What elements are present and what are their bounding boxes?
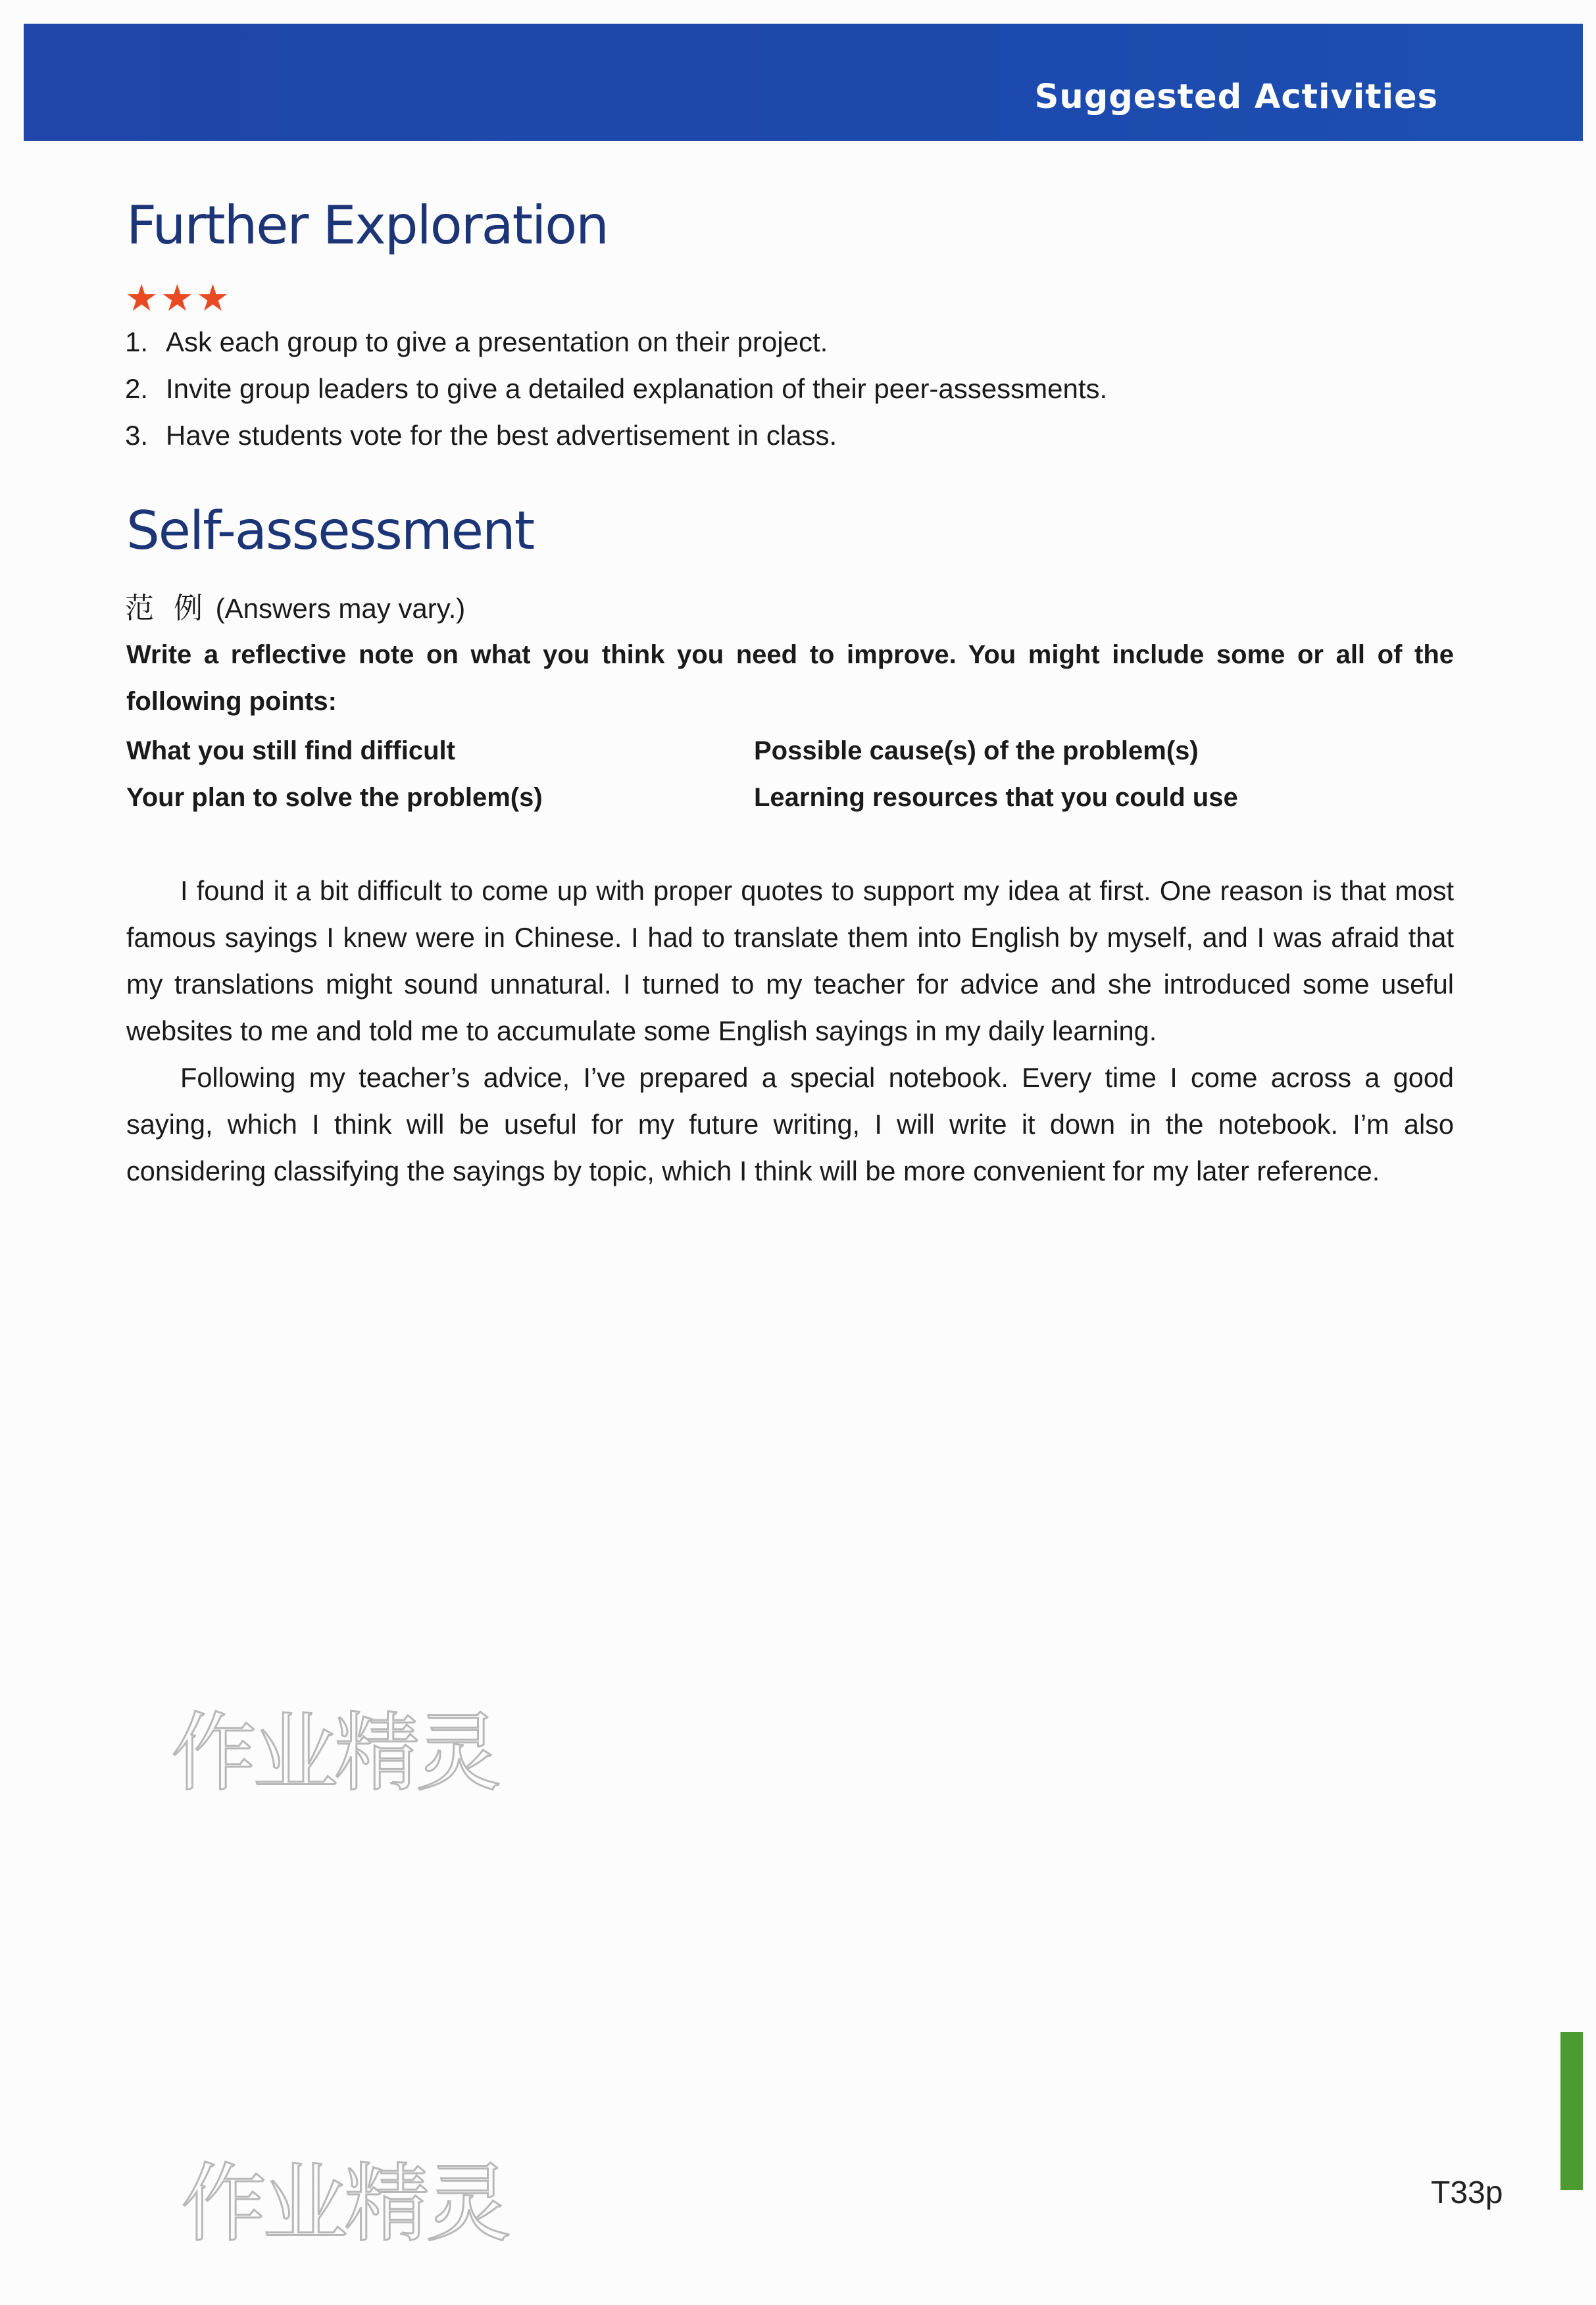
list-text: Have students vote for the best advertisement in class. [166, 420, 837, 451]
list-text: Invite group leaders to give a detailed explanation of their peer-assessments. [166, 373, 1108, 404]
list-number: 1. [125, 326, 149, 357]
list-number: 2. [125, 373, 149, 404]
list-item [125, 412, 1107, 459]
self-assessment-title: Self-assessment [126, 500, 534, 561]
chapter-tab [1560, 2032, 1583, 2190]
list-item [125, 318, 1107, 365]
point-item: Possible cause(s) of the problem(s) [754, 736, 1199, 765]
sample-label-zh: 范 例 [125, 592, 208, 625]
essay-paragraph: Following my teacher’s advice, I’ve prepared a special notebook. Every time I come across a good saying, which I think will be useful for my future writing, I will write it down in the notebook. I’m also considering classifying the sayings by topic, which I think will be more convenient for my later reference. [126, 1062, 1454, 1186]
list-item [125, 365, 1107, 412]
sample-note: (Answers may vary.) [208, 593, 466, 624]
essay-paragraph: I found it a bit difficult to come up with proper quotes to support my idea at first. One reason is that most famous sayings I knew were in Chinese. I had to translate them into English by myself, and I was afraid that my translations might sound unnatural. I turned to my teacher for advice and she introduced some useful websites to me and told me to accumulate some English sayings in my daily learning. [126, 875, 1454, 1046]
watermark: 作业精灵 [171, 1703, 498, 1803]
point-item: What you still find difficult [126, 736, 455, 765]
sample-label [125, 584, 465, 626]
instruction-text: Write a reflective note on what you think you need to improve. You might include some or all of the following points: [126, 640, 1454, 716]
watermark: 作业精灵 [181, 2154, 508, 2254]
further-exploration-title: Further Exploration [126, 195, 608, 256]
point-item: Learning resources that you could use [754, 783, 1238, 812]
sample-essay [126, 867, 1454, 1194]
point-item: Your plan to solve the problem(s) [126, 783, 543, 812]
points-grid [126, 728, 1454, 821]
page-number: T33p [1431, 2175, 1503, 2210]
header-title: Suggested Activities [1034, 78, 1438, 116]
list-text: Ask each group to give a presentation on their project. [166, 326, 828, 357]
list-number: 3. [125, 420, 149, 451]
activity-list [125, 318, 1107, 459]
difficulty-stars: ★★★ [125, 277, 232, 318]
